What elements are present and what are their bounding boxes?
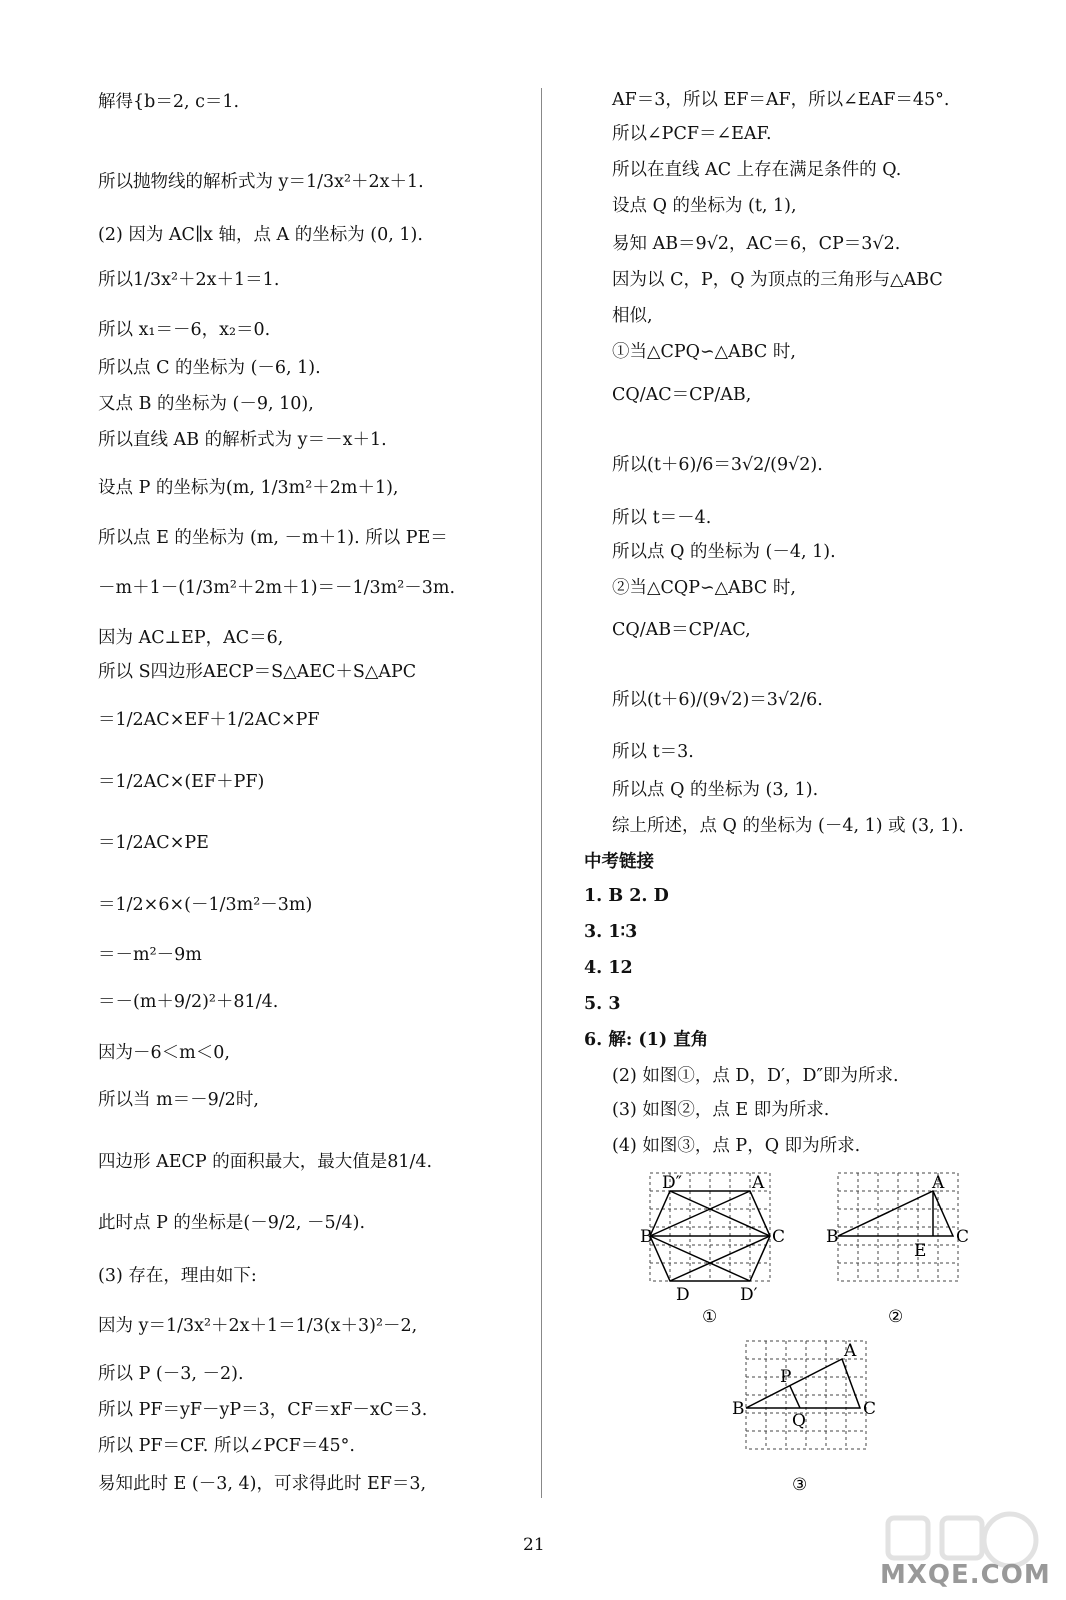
text-line: 因为以 C，P，Q 为顶点的三角形与△ABC: [612, 270, 943, 290]
text-line: 所以抛物线的解析式为 y＝1/3x²＋2x＋1.: [98, 172, 424, 192]
text-line: 所以1/3x²＋2x＋1＝1.: [98, 270, 280, 290]
page-number: 21: [523, 1535, 545, 1555]
text-line: ＝1/2AC×(EF＋PF): [98, 772, 265, 792]
text-line: 所以 x₁＝－6，x₂＝0.: [98, 320, 271, 340]
label-C: C: [772, 1227, 786, 1247]
text-line: ＝－m²－9m: [98, 945, 202, 965]
text-line: 所以 P (－3, －2).: [98, 1364, 244, 1384]
text-line: 所以 PF＝CF. 所以∠PCF＝45°.: [98, 1436, 355, 1456]
text-line: AF＝3，所以 EF＝AF，所以∠EAF＝45°.: [612, 90, 950, 110]
figure-1: [640, 1168, 790, 1328]
figure-caption: ①: [702, 1307, 718, 1327]
label-A: A: [752, 1173, 765, 1193]
text-line: (4) 如图③，点 P，Q 即为所求.: [612, 1136, 861, 1156]
column-divider: [541, 88, 542, 1498]
text-line: 所以(t＋6)/6＝3√2/(9√2).: [612, 455, 823, 475]
label-B: B: [732, 1399, 745, 1419]
text-line: 所以 t＝－4.: [612, 508, 712, 528]
text-line: 所以∠PCF＝∠EAF.: [612, 124, 772, 144]
text-line: 又点 B 的坐标为 (－9, 10),: [98, 394, 314, 414]
text-line: 所以 S四边形AECP＝S△AEC＋S△APC: [98, 662, 417, 682]
text-line: 四边形 AECP 的面积最大，最大值是81/4.: [98, 1152, 433, 1172]
label-B: B: [826, 1227, 839, 1247]
text-line: (2) 如图①，点 D，D′，D″即为所求.: [612, 1066, 899, 1086]
text-line: 综上所述，点 Q 的坐标为 (－4, 1) 或 (3, 1).: [612, 816, 964, 836]
figure-caption: ③: [792, 1475, 808, 1495]
label-A: A: [844, 1341, 857, 1361]
text-line: 易知 AB＝9√2，AC＝6，CP＝3√2.: [612, 234, 901, 254]
answer-line: 3. 1∶3: [584, 922, 638, 942]
text-line: 解得{b＝2, c＝1.: [98, 92, 240, 112]
text-line: ＝1/2AC×PE: [98, 833, 209, 853]
text-line: (3) 如图②，点 E 即为所求.: [612, 1100, 830, 1120]
label-D: D: [676, 1285, 690, 1305]
figure-2: [826, 1168, 976, 1328]
figure-caption: ②: [888, 1307, 904, 1327]
text-line: 易知此时 E (－3, 4)，可求得此时 EF＝3,: [98, 1474, 427, 1494]
label-C: C: [956, 1227, 970, 1247]
section-heading: 中考链接: [584, 852, 654, 872]
text-line: CQ/AC＝CP/AB,: [612, 385, 752, 405]
text-line: ＝－(m＋9/2)²＋81/4.: [98, 992, 279, 1012]
label-P: P: [780, 1367, 792, 1387]
text-line: CQ/AB＝CP/AC,: [612, 620, 751, 640]
text-line: 因为 AC⊥EP，AC＝6,: [98, 628, 284, 648]
text-line: 设点 P 的坐标为(m, 1/3m²＋2m＋1),: [98, 478, 399, 498]
text-line: 所以 t＝3.: [612, 742, 694, 762]
text-line: 所以直线 AB 的解析式为 y＝－x＋1.: [98, 430, 387, 450]
label-Q: Q: [792, 1411, 806, 1431]
watermark-text: MXQE.COM: [880, 1560, 1051, 1590]
label-A: A: [932, 1173, 945, 1193]
text-line: 所以点 C 的坐标为 (－6, 1).: [98, 358, 321, 378]
label-D2: D″: [662, 1173, 682, 1193]
answer-line: 4. 12: [584, 958, 633, 978]
text-line: 此时点 P 的坐标是(－9/2, －5/4).: [98, 1213, 366, 1233]
text-line: －m＋1－(1/3m²＋2m＋1)＝－1/3m²－3m.: [98, 578, 456, 598]
label-C: C: [863, 1399, 877, 1419]
text-line: 所以 PF＝yF－yP＝3，CF＝xF－xC＝3.: [98, 1400, 428, 1420]
text-line: 所以(t＋6)/(9√2)＝3√2/6.: [612, 690, 823, 710]
text-line: 设点 Q 的坐标为 (t, 1),: [612, 196, 797, 216]
label-E: E: [914, 1241, 927, 1261]
text-line: ②当△CQP∽△ABC 时,: [612, 578, 796, 598]
text-line: 所以点 Q 的坐标为 (－4, 1).: [612, 542, 836, 562]
answer-line: 5. 3: [584, 994, 621, 1014]
text-line: 因为－6＜m＜0,: [98, 1043, 230, 1063]
text-line: 相似,: [612, 306, 653, 326]
answer-line: 6. 解: (1) 直角: [584, 1030, 709, 1050]
text-line: (3) 存在，理由如下:: [98, 1266, 257, 1286]
figure-3: [732, 1336, 882, 1496]
answer-line: 1. B 2. D: [584, 886, 669, 906]
text-line: ①当△CPQ∽△ABC 时,: [612, 342, 796, 362]
text-line: 因为 y＝1/3x²＋2x＋1＝1/3(x＋3)²－2,: [98, 1316, 418, 1336]
label-D1: D′: [740, 1285, 758, 1305]
text-line: 所以当 m＝－9/2时,: [98, 1090, 259, 1110]
text-line: 所以点 E 的坐标为 (m, －m＋1). 所以 PE＝: [98, 528, 448, 548]
text-line: ＝1/2×6×(－1/3m²－3m): [98, 895, 313, 915]
text-line: ＝1/2AC×EF＋1/2AC×PF: [98, 710, 320, 730]
text-line: (2) 因为 AC∥x 轴，点 A 的坐标为 (0, 1).: [98, 225, 423, 245]
text-line: 所以在直线 AC 上存在满足条件的 Q.: [612, 160, 902, 180]
label-B: B: [640, 1227, 653, 1247]
text-line: 所以点 Q 的坐标为 (3, 1).: [612, 780, 819, 800]
